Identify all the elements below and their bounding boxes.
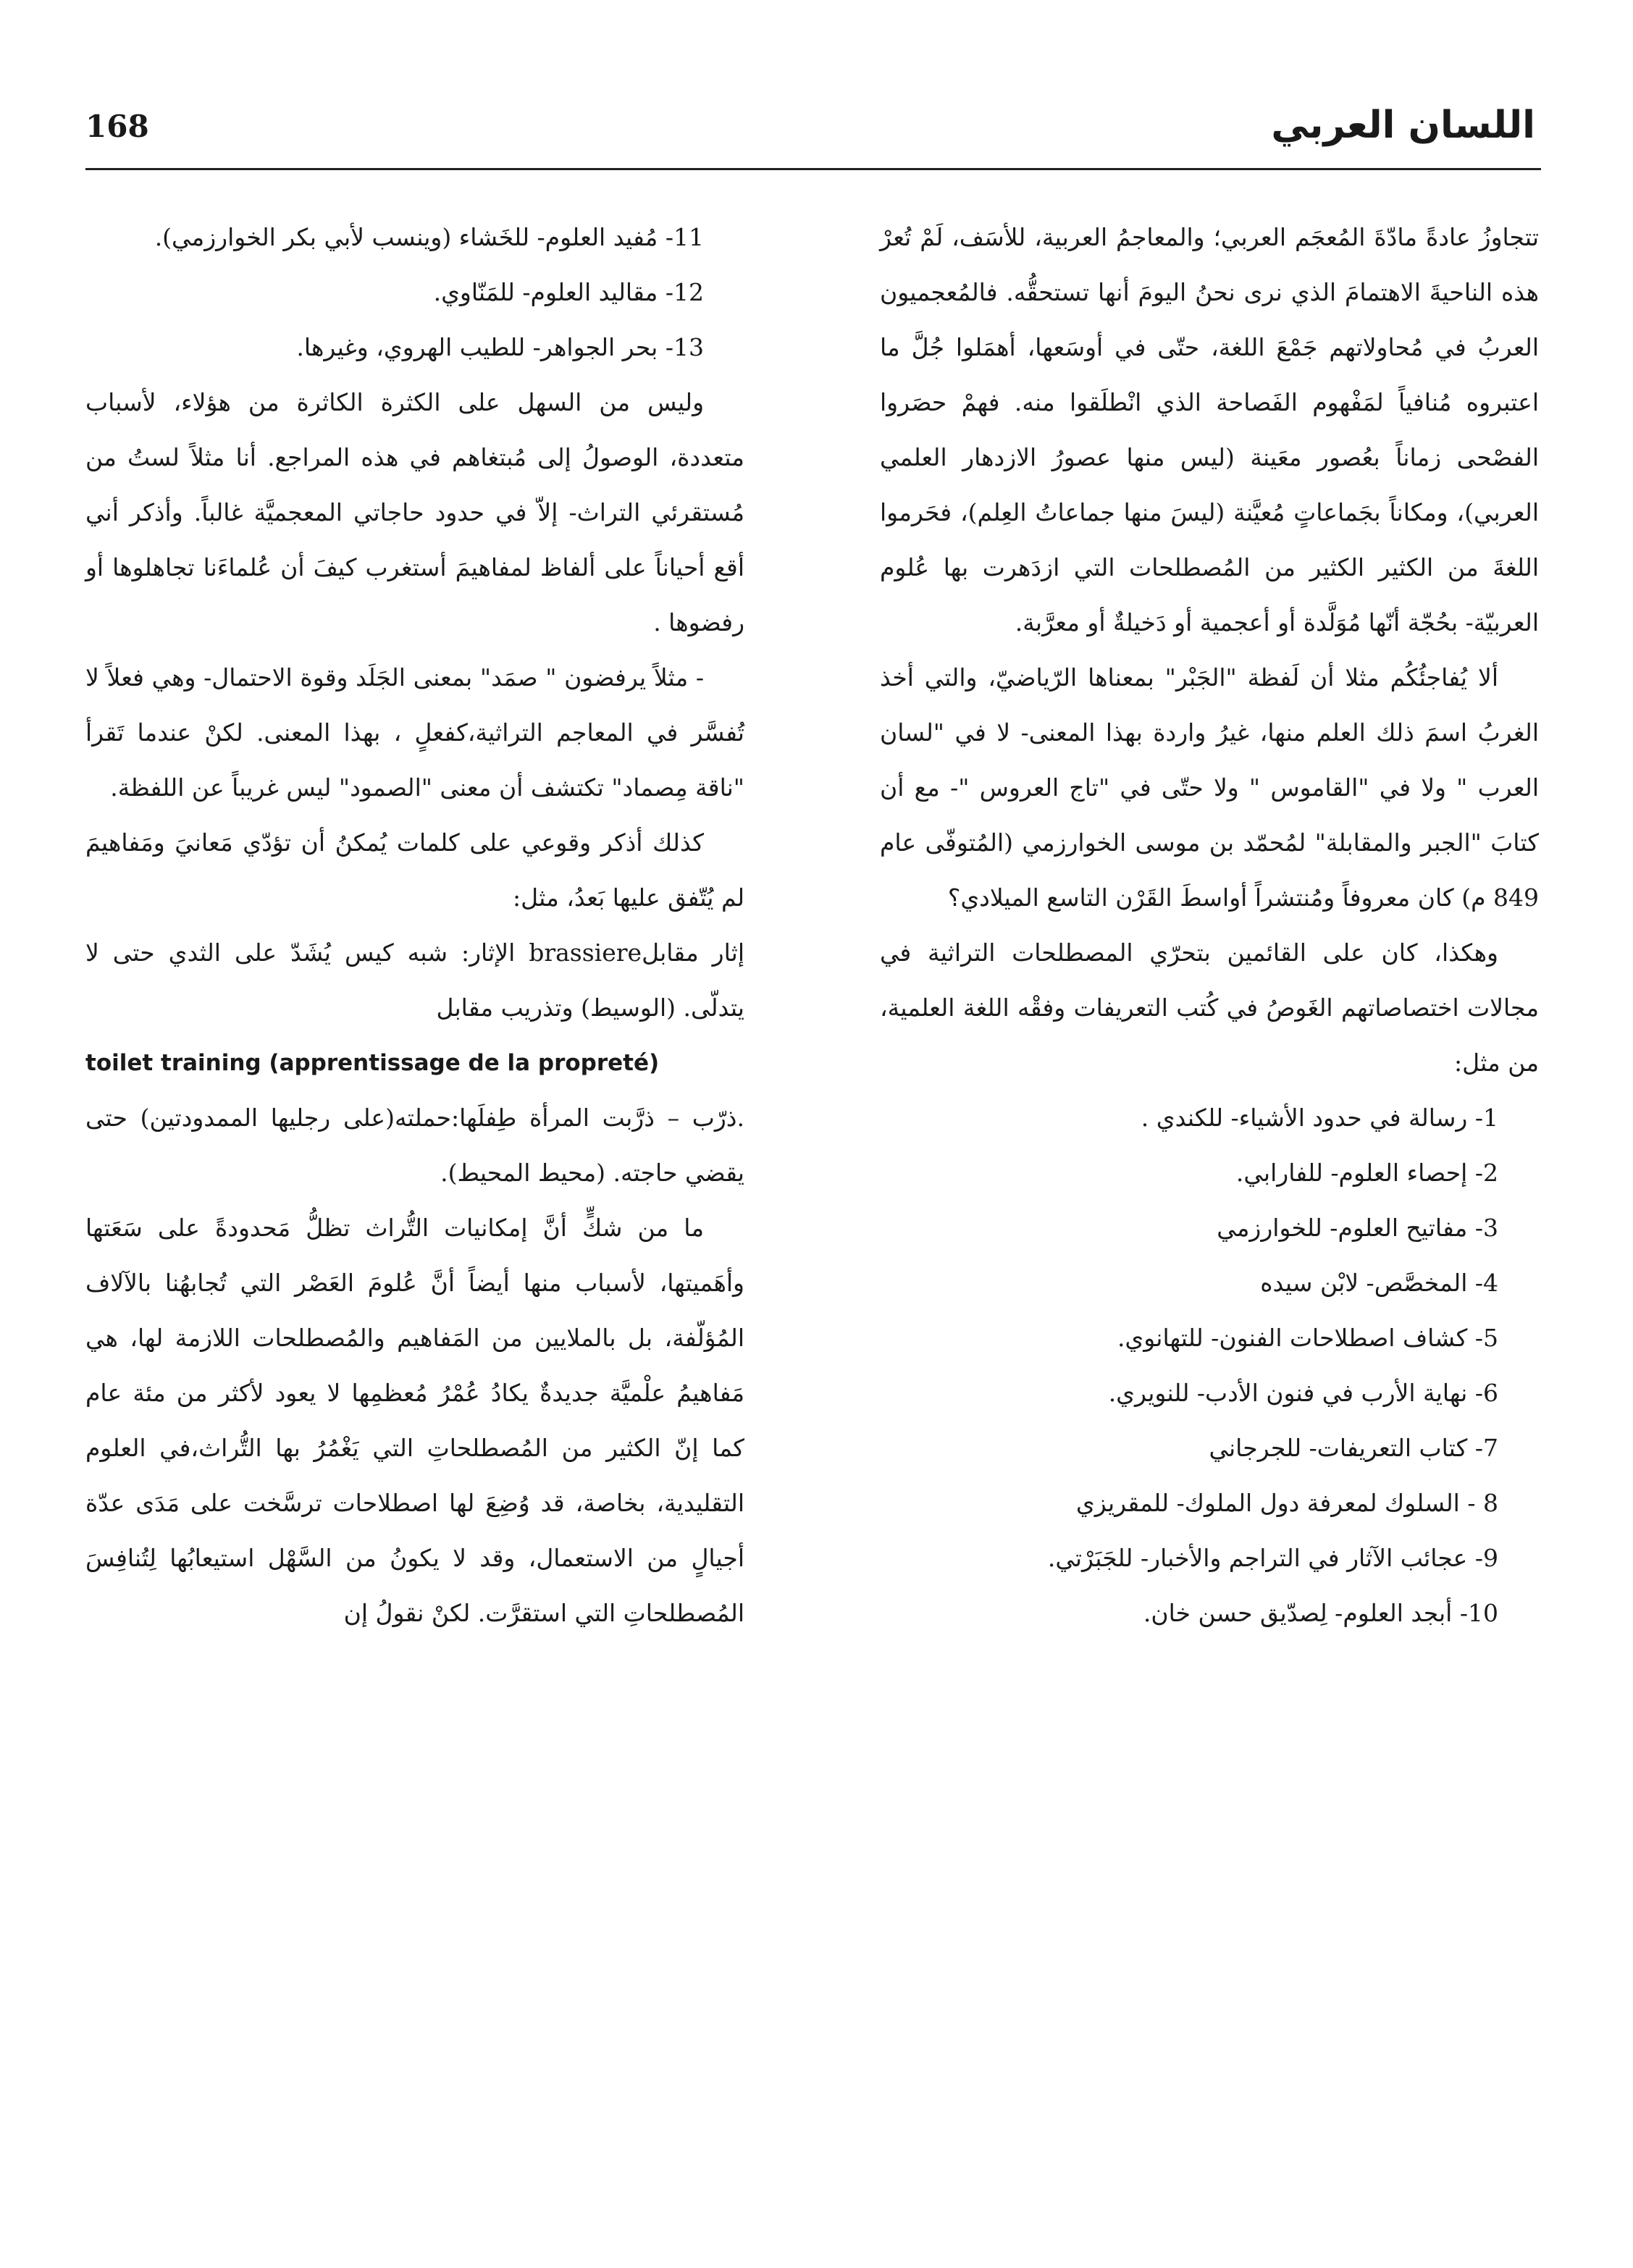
list-item: 9- عجائب الآثار في التراجم والأخبار- للجَبَرْتي. [1047, 1544, 1498, 1572]
list-item: 7- كتاب التعريفات- للجرجاني [1209, 1434, 1498, 1462]
paragraph: .ذرّب – ذرَّبت المرأة طِفلَها:حملته(على رجليها الممدودتين) حتى يقضي حاجته. (محيط المحيط). [85, 1104, 744, 1187]
list-item: 6- نهاية الأرب في فنون الأدب- للنويري. [1108, 1379, 1498, 1407]
right-column [880, 210, 1539, 1641]
list-item: 13- بحر الجواهر- للطيب الهروي، وغيرها. [296, 333, 704, 361]
paragraph: ما من شكٍّ أنَّ إمكانيات التُّراث تظلُّ مَحدودةً على سَعَتها وأهَميتها، لأسباب منها أيضاً أنَّ عُلومَ العَصْر التي تُجابهُنا بالآلاف المُؤلّفة، بل بالملايين من المَفاهيم والمُصطلحات اللازمة لها، هي مَفاهيمُ علْميَّة جديدةٌ يكادُ عُمْرُ مُعظمِها لا يعود لأكثر من مئة عام كما إنّ الكثير من المُصطلحاتِ التي يَغْمُرُ بها التُّراث،في العلوم التقليدية، بخاصة، قد وُضِعَ لها اصطلاحات ترسَّخت على مَدَى عدّة أجيالٍ من الاستعمال، وقد لا يكونُ من السَّهْل استيعابُها لِتُنافِسَ المُصطلحاتِ التي استقرَّت. لكنْ نقولُ إن [85, 1214, 744, 1627]
list-item: 11- مُفيد العلوم- للخَشاء (وينسب لأبي بكر الخوارزمي). [154, 223, 704, 251]
list-item: 4- المخصَّص- لابْن سيده [1260, 1269, 1498, 1297]
paragraph: - مثلاً يرفضون " صمَد" بمعنى الجَلَد وقوة الاحتمال- وهي فعلاً لا تُفسَّر في المعاجم التراثية،كفعلٍ ، بهذا المعنى. لكنْ عندما تَقرأ "ناقة مِصماد" تكتشف أن معنى "الصمود" ليس غريباً عن اللفظة. [85, 663, 744, 802]
list-item: 2- إحصاء العلوم- للفارابي. [1235, 1159, 1498, 1187]
paragraph: كذلك أذكر وقوعي على كلمات يُمكنُ أن تؤدّي مَعانيَ ومَفاهيمَ لم يُتّفق عليها بَعدُ، مثل: [85, 828, 744, 912]
header-rule [85, 168, 1541, 170]
list-item: 10- أبجد العلوم- لِصدّيق حسن خان. [1143, 1599, 1498, 1627]
foreign-term-line: toilet training (apprentissage de la propreté) [85, 1050, 660, 1076]
paragraph: إثار مقابلbrassiere الإثار: شبه كيس يُشَدّ على الثدي حتى لا يتدلّى. (الوسيط) وتذريب مقابل [85, 938, 745, 1022]
list-item: 3- مفاتيح العلوم- للخوارزمي [1217, 1214, 1498, 1242]
list-item: 12- مقاليد العلوم- للمَنّاوي. [433, 278, 704, 306]
left-column [85, 210, 744, 1641]
list-item: 5- كشاف اصطلاحات الفنون- للتهانوي. [1117, 1324, 1498, 1352]
paragraph: وليس من السهل على الكثرة الكاثرة من هؤلاء، لأسباب متعددة، الوصولُ إلى مُبتغاهم في هذه المراجع. أنا مثلاً لستُ من مُستقرئي التراث- إلاّ في حدود حاجاتي المعجميَّة غالباً. وأذكر أني أقع أحياناً على ألفاظ لمفاهيمَ أستغرب كيفَ أن عُلماءَنا تجاهلوها أو رفضوها . [85, 388, 744, 637]
paragraph: ألا يُفاجئُكُم مثلا أن لَفظة "الجَبْر" بمعناها الرّياضيّ، والتي أخذ الغربُ اسمَ ذلك العلم منها، غيرُ واردة بهذا المعنى- لا في "لسان العرب " ولا في "القاموس " ولا حتّى في "تاج العروس "- مع أن كتابَ "الجبر والمقابلة" لمُحمّد بن موسى الخوارزمي (المُتوفّى عام 849 م) كان معروفاً ومُنتشراً أواسطَ القَرْن التاسع الميلادي؟ [880, 663, 1539, 912]
paragraph: تتجاوزُ عادةً مادّةَ المُعجَم العربي؛ والمعاجمُ العربية، للأسَف، لَمْ تُعرْ هذه الناحيةَ الاهتمامَ الذي نرى نحنُ اليومَ أنها تستحقُّه. فالمُعجميون العربُ في مُحاولاتهم جَمْعَ اللغة، حتّى في أوسَعها، أهمَلوا جُلَّ ما اعتبروه مُنافياً لمَفْهوم الفَصاحة الذي انْطلَقوا منه. فهمْ حصَروا الفصْحى زماناً بعُصور معَينة (ليس منها عصورُ الازدهار العلمي العربي)، ومكاناً بجَماعاتٍ مُعيَّنة (ليسَ منها جماعاتُ العِلم)، فحَرموا اللغةَ من الكثير الكثير من المُصطلحات التي ازدَهرت بها عُلوم العربيّة- بحُجّة أنّها مُوَلَّدة أو أعجمية أو دَخيلةٌ أو معرَّبة. [880, 223, 1539, 637]
list-item: 8 - السلوك لمعرفة دول الملوك- للمقريزي [1075, 1489, 1498, 1517]
journal-logo: اللسان العربي [1271, 104, 1535, 147]
page-number: 168 [85, 109, 149, 144]
list-item: 1- رسالة في حدود الأشياء- للكندي . [1141, 1104, 1498, 1132]
paragraph: وهكذا، كان على القائمين بتحرّي المصطلحات التراثية في مجالات اختصاصاتهم الغَوصُ في كُتب التعريفات وفقْه اللغة العلمية، من مثل: [880, 938, 1539, 1077]
